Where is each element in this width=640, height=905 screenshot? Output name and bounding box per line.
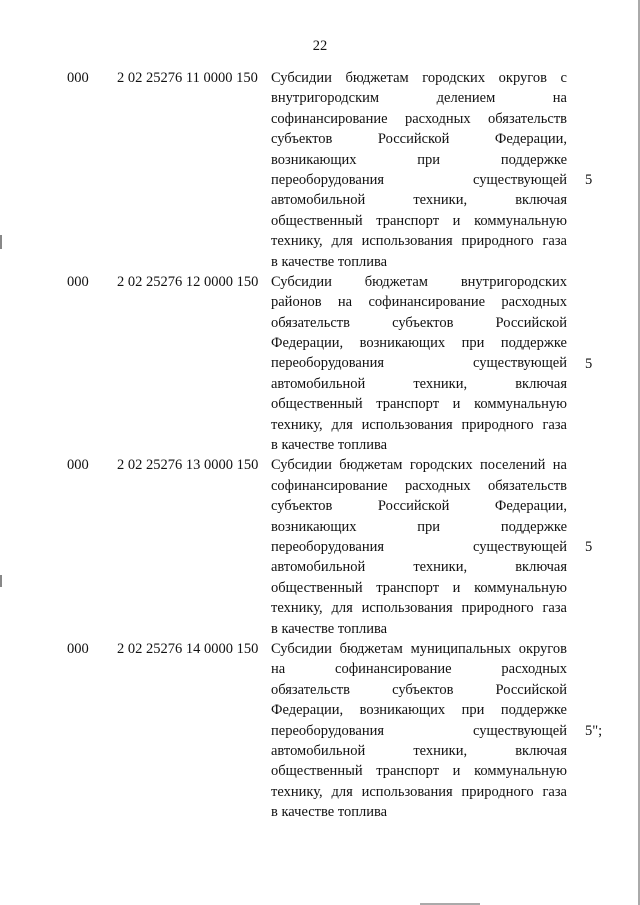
description-line: общественный транспорт и коммунальную xyxy=(271,212,567,229)
description-line: районов на софинансирование расходных xyxy=(271,294,567,311)
description-line: технику, для использования природного газа xyxy=(271,416,567,433)
description-line: Федерации, возникающих при поддержке xyxy=(271,335,567,352)
description-line: технику, для использования природного газа xyxy=(271,783,567,800)
description-line: общественный транспорт и коммунальную xyxy=(271,396,567,413)
budget-classification-code: 2 02 25276 14 0000 150 xyxy=(117,640,259,657)
description-line: софинансирование расходных обязательств xyxy=(271,110,567,127)
description-line: автомобильной техники, включая xyxy=(271,192,567,209)
description-line: субъектов Российской Федерации, xyxy=(271,498,567,515)
admin-code: 000 xyxy=(67,457,89,474)
description-line: технику, для использования природного газа xyxy=(271,233,567,250)
description-line: общественный транспорт и коммунальную xyxy=(271,579,567,596)
description-line: в качестве топлива xyxy=(271,620,388,637)
admin-code: 000 xyxy=(67,273,89,290)
row-value: 5 xyxy=(585,355,593,372)
description-line: Субсидии бюджетам городских поселений на xyxy=(271,457,567,474)
description-line: технику, для использования природного газа xyxy=(271,600,567,617)
scan-edge-mark xyxy=(0,235,2,249)
description-line: переоборудования существующей xyxy=(271,538,567,555)
description-line: переоборудования существующей xyxy=(271,171,567,188)
description-line: субъектов Российской Федерации, xyxy=(271,131,567,148)
table-row xyxy=(0,455,640,639)
description-line: в качестве топлива xyxy=(271,253,388,270)
description-line: переоборудования существующей xyxy=(271,355,567,372)
budget-classification-code: 2 02 25276 12 0000 150 xyxy=(117,273,259,290)
table-row xyxy=(0,639,640,823)
admin-code: 000 xyxy=(67,70,89,86)
description-line: в качестве топлива xyxy=(271,804,388,821)
description-line: софинансирование расходных обязательств xyxy=(271,477,567,494)
row-description xyxy=(271,272,567,456)
scan-edge-mark xyxy=(0,575,2,587)
description-line: Субсидии бюджетам муниципальных округов xyxy=(271,640,567,657)
description-line: возникающих при поддержке xyxy=(271,151,567,168)
admin-code: 000 xyxy=(67,640,89,657)
description-line: обязательств субъектов Российской xyxy=(271,314,567,331)
description-line: на софинансирование расходных xyxy=(271,661,567,678)
description-line: обязательств субъектов Российской xyxy=(271,681,567,698)
description-line: Субсидии бюджетам внутригородских xyxy=(271,273,567,290)
row-description xyxy=(271,639,567,823)
description-line: внутригородским делением на xyxy=(271,90,567,107)
description-line: автомобильной техники, включая xyxy=(271,742,567,759)
table-row xyxy=(0,272,640,456)
row-description xyxy=(271,455,567,639)
table-row xyxy=(0,68,640,272)
row-description xyxy=(271,68,567,272)
row-value: 5 xyxy=(585,172,593,188)
description-line: автомобильной техники, включая xyxy=(271,375,567,392)
row-value: 5"; xyxy=(585,722,603,739)
description-line: автомобильной техники, включая xyxy=(271,559,567,576)
description-line: переоборудования существующей xyxy=(271,722,567,739)
budget-classification-code: 2 02 25276 11 0000 150 xyxy=(117,70,258,86)
budget-classification-code: 2 02 25276 13 0000 150 xyxy=(117,457,259,474)
description-line: в качестве топлива xyxy=(271,437,388,454)
page-number: 22 xyxy=(312,38,328,54)
description-line: общественный транспорт и коммунальную xyxy=(271,763,567,780)
row-value: 5 xyxy=(585,539,593,556)
description-line: Федерации, возникающих при поддержке xyxy=(271,702,567,719)
description-line: возникающих при поддержке xyxy=(271,518,567,535)
description-line: Субсидии бюджетам городских округов с xyxy=(271,70,567,86)
budget-table xyxy=(0,68,640,822)
